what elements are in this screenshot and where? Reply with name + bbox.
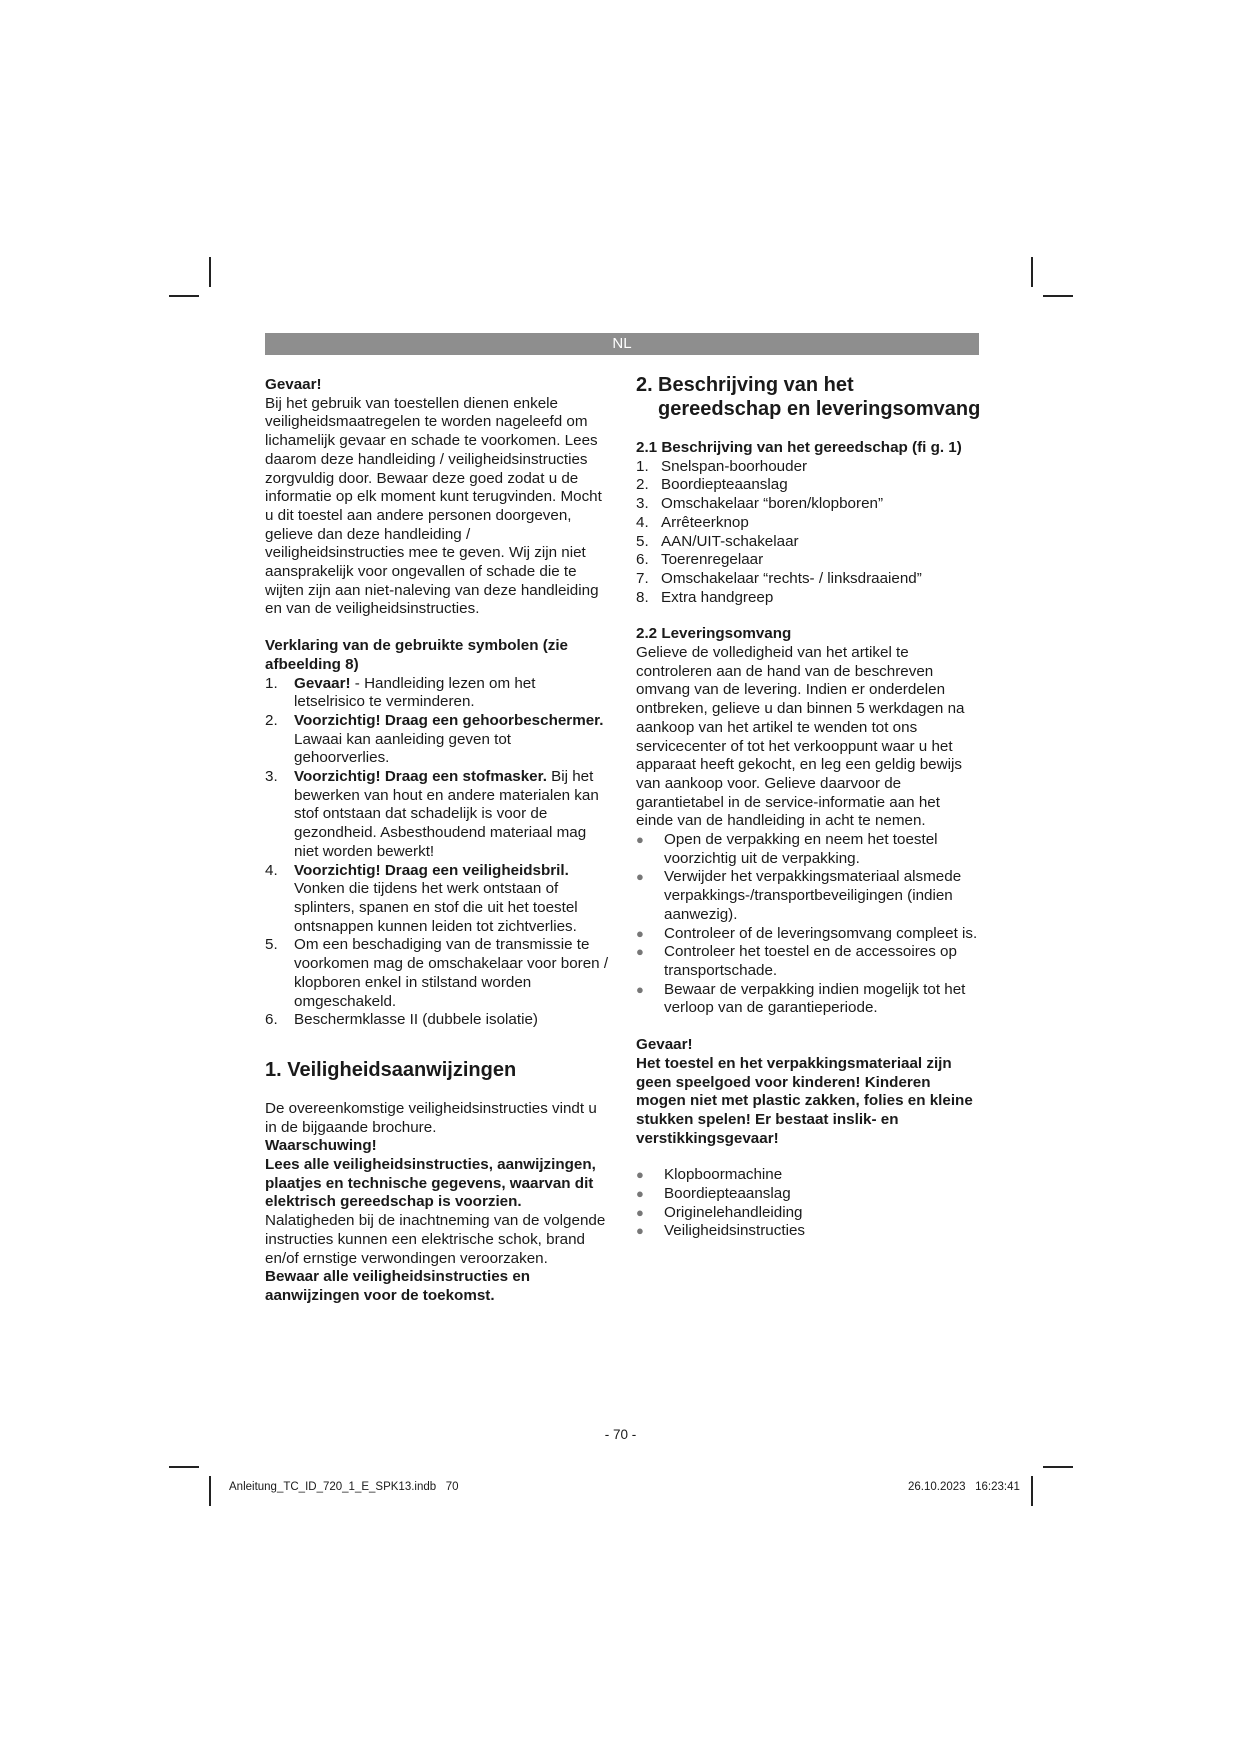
symbol-item: [265, 936, 609, 1011]
list-item: [636, 1185, 981, 1204]
crop-mark: [169, 1466, 199, 1468]
list-item: [636, 981, 981, 1018]
list-item: [636, 943, 981, 980]
list-item: [636, 495, 981, 514]
footer-file: Anleitung_TC_ID_720_1_E_SPK13.indb 70: [229, 1481, 459, 1493]
danger-text: Bij het gebruik van toestellen dienen enkele veiligheidsmaatregelen te worden nageleefd om lichamelijk gevaar en schade te voorkomen. Lees daarom deze handleiding / veiligheidsinstructies zorgvuldig door. Bewaar deze goed zodat u de informatie op elk moment kunt terugvinden. Mocht u dit toestel aan andere personen doorgeven, gelieve dan deze handleiding / veiligheidsinstructies mee te geven. Wij zijn niet aansprakelijk voor ongevallen of schade die te wijten zijn aan niet-naleving van deze handleiding en van de veiligheidsinstructies.: [265, 394, 602, 618]
danger2-text: Het toestel en het verpakkingsmateriaal zijn geen speelgoed voor kinderen! Kinderen mogen niet met plastic zakken, folies en kleine stukken spelen! Er bestaat inslik- en verstikkingsgevaar!: [636, 1054, 973, 1147]
symbol-num: 6.: [265, 1011, 278, 1029]
part-label: Boordiepteaanslag: [661, 476, 788, 494]
right-column: [636, 373, 981, 1241]
bullet-icon: ●: [636, 1167, 644, 1183]
bullet-icon: ●: [636, 944, 644, 960]
symbol-num: 5.: [265, 936, 278, 954]
part-num: 5.: [636, 532, 649, 550]
symbol-item: [265, 712, 609, 768]
language-header-bar: [265, 333, 979, 355]
crop-mark: [209, 1476, 211, 1506]
section2-heading: [636, 373, 981, 421]
bullet-icon: ●: [636, 1223, 644, 1239]
page-number: - 70 -: [604, 1427, 637, 1442]
symbol-num: 4.: [265, 861, 278, 879]
scope-item-text: Originelehandleiding: [664, 1203, 803, 1221]
symbols-list: [265, 675, 609, 1030]
list-item: [636, 1222, 981, 1241]
warning-title: Waarschuwing!: [265, 1137, 377, 1155]
step-text: Verwijder het verpakkingsmateriaal alsmede verpakkings-/transportbeveiligingen (indien aanwezig).: [664, 868, 962, 923]
bullet-icon: ●: [636, 925, 644, 941]
bullet-icon: ●: [636, 981, 644, 997]
symbol-text: Vonken die tijdens het werk ontstaan of splinters, spanen en stof die uit het toestel ontsnappen kunnen leiden tot zichtverlies.: [294, 880, 578, 935]
part-num: 1.: [636, 457, 649, 475]
list-item: [636, 925, 981, 944]
list-item: [636, 589, 981, 608]
symbol-text: - Handleiding lezen om het letselrisico te verminderen.: [294, 674, 536, 711]
part-label: Omschakelaar “boren/klopboren”: [661, 495, 884, 513]
step-text: Controleer het toestel en de accessoires op transportschade.: [664, 943, 957, 979]
list-item: [636, 514, 981, 533]
warning-keep: Bewaar alle veiligheidsinstructies en aanwijzingen voor de toekomst.: [265, 1268, 531, 1304]
step-text: Open de verpakking en neem het toestel voorzichtig uit de verpakking.: [664, 831, 938, 867]
section1-intro: De overeenkomstige veiligheidsinstructies vindt u in de bijgaande brochure.: [265, 1099, 597, 1136]
warning-text: Nalatigheden bij de inachtneming van de volgende instructies kunnen een elektrische schok, brand en/of ernstige verwondingen veroorzaken.: [265, 1212, 606, 1267]
symbol-bold: Voorzichtig! Draag een veiligheidsbril.: [294, 861, 569, 879]
bullet-icon: ●: [636, 1204, 644, 1220]
list-item: [636, 551, 981, 570]
scope-item-text: Veiligheidsinstructies: [664, 1222, 805, 1240]
danger-title: Gevaar!: [265, 376, 322, 393]
list-item: [636, 831, 981, 868]
list-item: [636, 868, 981, 924]
part-label: Extra handgreep: [661, 588, 774, 606]
danger2-title: Gevaar!: [636, 1036, 693, 1054]
sub22-text: Gelieve de volledigheid van het artikel te controleren aan de hand van de beschreven omvang van de levering. Indien er onderdelen ontbreken, gelieve u dan binnen 5 werkdagen na aankoop van het artikel te wenden tot ons servicecenter of tot het verkooppunt waar u het apparaat heeft gekocht, en leg een geldig bewijs van aankoop voor. Gelieve daarvoor de garantietabel in de service-informatie aan het einde van de handleiding in acht te nemen.: [636, 644, 965, 830]
section1-title: 1. Veiligheidsaanwijzingen: [265, 1058, 517, 1081]
unpack-steps: [636, 831, 981, 1018]
part-label: Omschakelaar “rechts- / linksdraaiend”: [661, 569, 922, 587]
list-item: [636, 1166, 981, 1185]
part-num: 8.: [636, 588, 649, 606]
symbol-num: 2.: [265, 711, 278, 729]
scope-list: [636, 1166, 981, 1241]
sub22-title: 2.2 Leveringsomvang: [636, 625, 792, 643]
symbol-num: 1.: [265, 674, 278, 692]
symbol-text: Om een beschadiging van de transmissie te voorkomen mag de omschakelaar voor boren / klopboren enkel in stilstand worden omgeschakeld.: [294, 936, 609, 1010]
crop-mark: [1031, 1476, 1033, 1506]
list-item: [636, 476, 981, 495]
symbol-text: Beschermklasse II (dubbele isolatie): [294, 1011, 538, 1029]
bullet-icon: ●: [636, 1186, 644, 1202]
part-label: Snelspan-boorhouder: [661, 457, 808, 475]
step-text: Controleer of de leveringsomvang compleet is.: [664, 924, 978, 942]
sub21-title: 2.1 Beschrijving van het gereedschap (fi g. 1): [636, 439, 962, 456]
symbol-item: [265, 1011, 609, 1030]
part-num: 3.: [636, 495, 649, 513]
crop-mark: [1031, 257, 1033, 287]
step-text: Bewaar de verpakking indien mogelijk tot het verloop van de garantieperiode.: [664, 980, 966, 1017]
symbol-text: Bij het bewerken van hout en andere materialen kan stof ontstaan dat schadelijk is voor de gezondheid. Asbesthoudend materiaal mag niet worden bewerkt!: [294, 768, 599, 860]
section2-title: Beschrijving van het gereedschap en leveringsomvang: [658, 374, 981, 420]
part-num: 2.: [636, 476, 649, 494]
symbols-title: Verklaring van de gebruikte symbolen (zie afbeelding 8): [265, 637, 569, 673]
part-label: AAN/UIT-schakelaar: [661, 532, 799, 550]
crop-mark: [169, 295, 199, 297]
list-item: [636, 570, 981, 589]
symbol-text: Lawaai kan aanleiding geven tot gehoorverlies.: [294, 730, 512, 767]
crop-mark: [1043, 1466, 1073, 1468]
symbol-bold: Voorzichtig! Draag een gehoorbeschermer.: [294, 711, 604, 729]
scope-item-text: Klopboormachine: [664, 1166, 783, 1184]
symbol-bold: Gevaar!: [294, 674, 351, 692]
language-code: NL: [612, 335, 632, 352]
part-num: 7.: [636, 569, 649, 587]
warning-bold: Lees alle veiligheidsinstructies, aanwijzingen, plaatjes en technische gegevens, waarvan dit elektrisch gereedschap is voorzien.: [265, 1156, 596, 1211]
bullet-icon: ●: [636, 832, 644, 848]
part-label: Arrêteerknop: [661, 513, 749, 531]
footer-timestamp: 26.10.2023 16:23:41: [908, 1481, 1020, 1493]
crop-mark: [1043, 295, 1073, 297]
list-item: [636, 458, 981, 477]
part-label: Toerenregelaar: [661, 551, 764, 569]
bullet-icon: ●: [636, 869, 644, 885]
part-num: 4.: [636, 513, 649, 531]
scope-item-text: Boordiepteaanslag: [664, 1185, 791, 1203]
parts-list: [636, 458, 981, 608]
symbol-item: [265, 675, 609, 712]
symbol-item: [265, 768, 609, 862]
symbol-bold: Voorzichtig! Draag een stofmasker.: [294, 768, 547, 786]
crop-mark: [209, 257, 211, 287]
symbol-num: 3.: [265, 768, 278, 786]
list-item: [636, 1204, 981, 1223]
list-item: [636, 533, 981, 552]
part-num: 6.: [636, 551, 649, 569]
symbol-item: [265, 862, 609, 937]
left-column: [265, 376, 609, 1306]
section2-num: 2.: [636, 374, 653, 396]
